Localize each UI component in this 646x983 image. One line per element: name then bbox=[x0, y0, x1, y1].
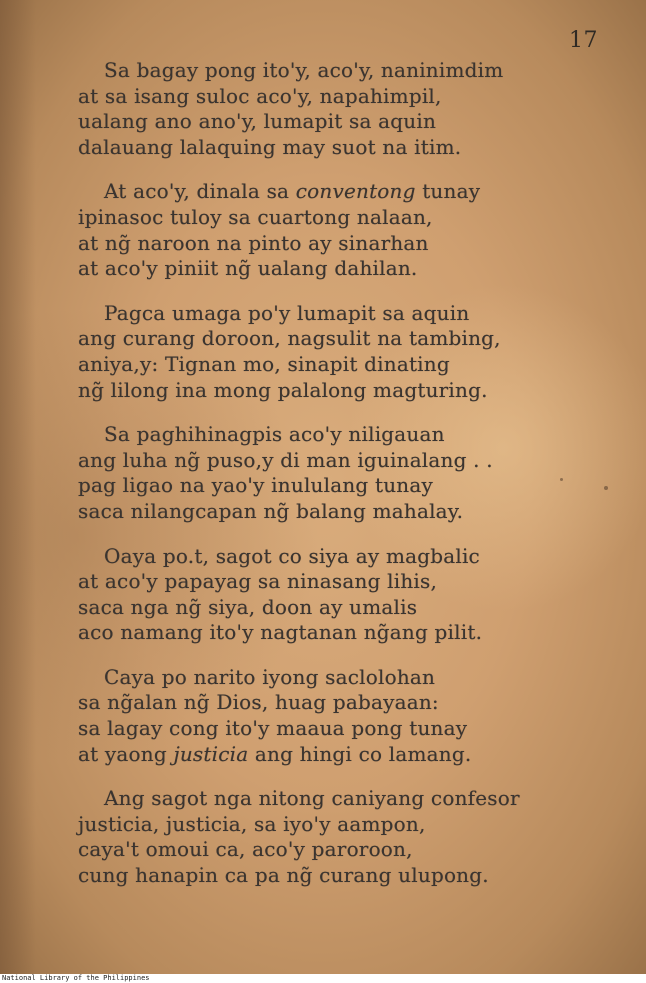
poem-line: at sa isang suloc aco'y, napahimpil, bbox=[78, 83, 442, 108]
poem-line: caya't omoui ca, aco'y paroroon, bbox=[78, 837, 413, 862]
stanza bbox=[78, 544, 608, 646]
poem-line: sa ng̃alan ng̃ Dios, huag pabayaan: bbox=[78, 690, 439, 715]
stanza bbox=[78, 301, 608, 403]
poem-line: ang luha ng̃ puso,y di man iguinalang . . bbox=[78, 447, 493, 472]
italic-word: conventong bbox=[295, 179, 416, 204]
page-number: 17 bbox=[569, 28, 598, 53]
poem-line: justicia, justicia, sa iyo'y aampon, bbox=[78, 811, 426, 836]
stanza bbox=[78, 422, 608, 524]
poem-line: ng̃ lilong ina mong palalong magturing. bbox=[78, 377, 488, 402]
footer-strip bbox=[0, 974, 646, 983]
poem-line: saca nilangcapan ng̃ balang mahalay. bbox=[78, 498, 464, 523]
stanza bbox=[78, 665, 608, 767]
poem-line: Pagca umaga po'y lumapit sa aquin bbox=[104, 300, 470, 325]
stanza bbox=[78, 58, 608, 160]
poem-line: at ng̃ naroon na pinto ay sinarhan bbox=[78, 230, 429, 255]
line-segment: At aco'y, dinala sa bbox=[104, 179, 296, 204]
poem-line: at aco'y papayag sa ninasang lihis, bbox=[78, 569, 438, 594]
stanza bbox=[78, 786, 608, 888]
poem-line: ang curang doroon, nagsulit na tambing, bbox=[78, 326, 501, 351]
poem-line: pag ligao na yao'y inululang tunay bbox=[78, 473, 434, 498]
poem-line bbox=[78, 179, 608, 205]
poem-line: Sa bagay pong ito'y, aco'y, naninimdim bbox=[104, 58, 504, 82]
poem-line: sa lagay cong ito'y maaua pong tunay bbox=[78, 716, 468, 741]
line-segment: tunay bbox=[415, 179, 481, 204]
line-segment: ang hingi co lamang. bbox=[248, 741, 472, 766]
poem-line: dalauang lalaquing may suot na itim. bbox=[78, 134, 462, 159]
poem-body bbox=[78, 58, 608, 908]
italic-word: justicia bbox=[173, 741, 249, 766]
poem-line bbox=[78, 742, 608, 768]
poem-line: saca nga ng̃ siya, doon ay umalis bbox=[78, 594, 418, 619]
library-credit: National Library of the Philippines bbox=[2, 974, 150, 982]
poem-line: Caya po narito iyong saclolohan bbox=[104, 664, 436, 689]
poem-line: at aco'y piniit ng̃ ualang dahilan. bbox=[78, 256, 418, 281]
stanza bbox=[78, 179, 608, 281]
poem-line: aniya,y: Tignan mo, sinapit dinating bbox=[78, 351, 450, 376]
poem-line: Sa paghihinagpis aco'y niligauan bbox=[104, 422, 445, 447]
poem-line: Oaya po.t, sagot co siya ay magbalic bbox=[104, 543, 480, 568]
poem-line: Ang sagot nga nitong caniyang confesor bbox=[104, 786, 520, 811]
line-segment: at yaong bbox=[78, 741, 174, 766]
poem-line: cung hanapin ca pa ng̃ curang ulupong. bbox=[78, 863, 489, 888]
poem-line: aco namang ito'y nagtanan ng̃ang pilit. bbox=[78, 620, 483, 645]
poem-line: ipinasoc tuloy sa cuartong nalaan, bbox=[78, 204, 433, 229]
poem-line: ualang ano ano'y, lumapit sa aquin bbox=[78, 109, 437, 134]
page-edge-shadow bbox=[0, 0, 36, 974]
